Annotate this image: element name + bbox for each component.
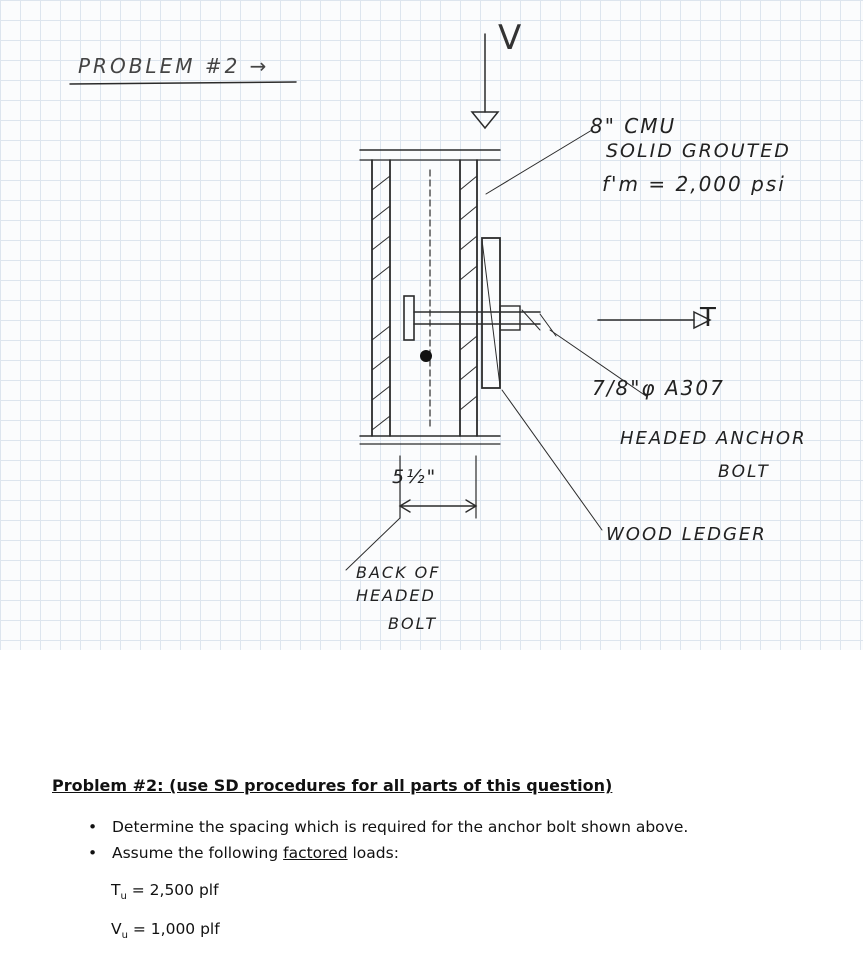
- bullet-icon: •: [88, 818, 98, 836]
- list-item: [90, 816, 688, 842]
- shear-force-label: V: [498, 18, 524, 58]
- shear-value: = 1,000 plf: [127, 920, 220, 938]
- list-item: [90, 842, 688, 868]
- bolt-size-label: 7/8"φ A307: [592, 376, 725, 400]
- tension-load: [111, 881, 219, 902]
- tension-symbol: T: [111, 881, 121, 899]
- ledger-label: WOOD LEDGER: [606, 524, 767, 545]
- bullet-text-underlined: factored: [283, 844, 348, 862]
- tension-subscript: u: [120, 891, 127, 903]
- bullet-text-pre: Assume the following: [112, 844, 284, 862]
- tension-force-label: T: [700, 303, 718, 333]
- problem-heading: Problem #2: (use SD procedures for all parts of this question): [52, 776, 613, 795]
- cmu-label: 8" CMU: [590, 114, 677, 138]
- bullet-text-post: loads:: [347, 844, 399, 862]
- sketch-title: PROBLEM #2 →: [78, 54, 270, 78]
- back-of-bolt-label-2: HEADED: [356, 586, 436, 605]
- embedment-dimension: 5½": [392, 466, 438, 488]
- bullet-text: Determine the spacing which is required for the anchor bolt shown above.: [112, 818, 689, 836]
- grout-label: SOLID GROUTED: [606, 140, 791, 162]
- back-of-bolt-label-3: BOLT: [388, 614, 438, 633]
- bolt-type-label: HEADED ANCHOR: [620, 428, 807, 449]
- shear-load: [111, 920, 220, 941]
- bullet-icon: •: [88, 844, 98, 862]
- masonry-strength-label: f'm = 2,000 psi: [602, 172, 786, 196]
- back-of-bolt-label-1: BACK OF: [356, 563, 441, 582]
- shear-symbol: V: [111, 920, 122, 938]
- tension-value: = 2,500 plf: [126, 881, 219, 899]
- shear-subscript: u: [121, 930, 128, 942]
- problem-bullets: [90, 816, 688, 868]
- bolt-word-label: BOLT: [718, 462, 770, 482]
